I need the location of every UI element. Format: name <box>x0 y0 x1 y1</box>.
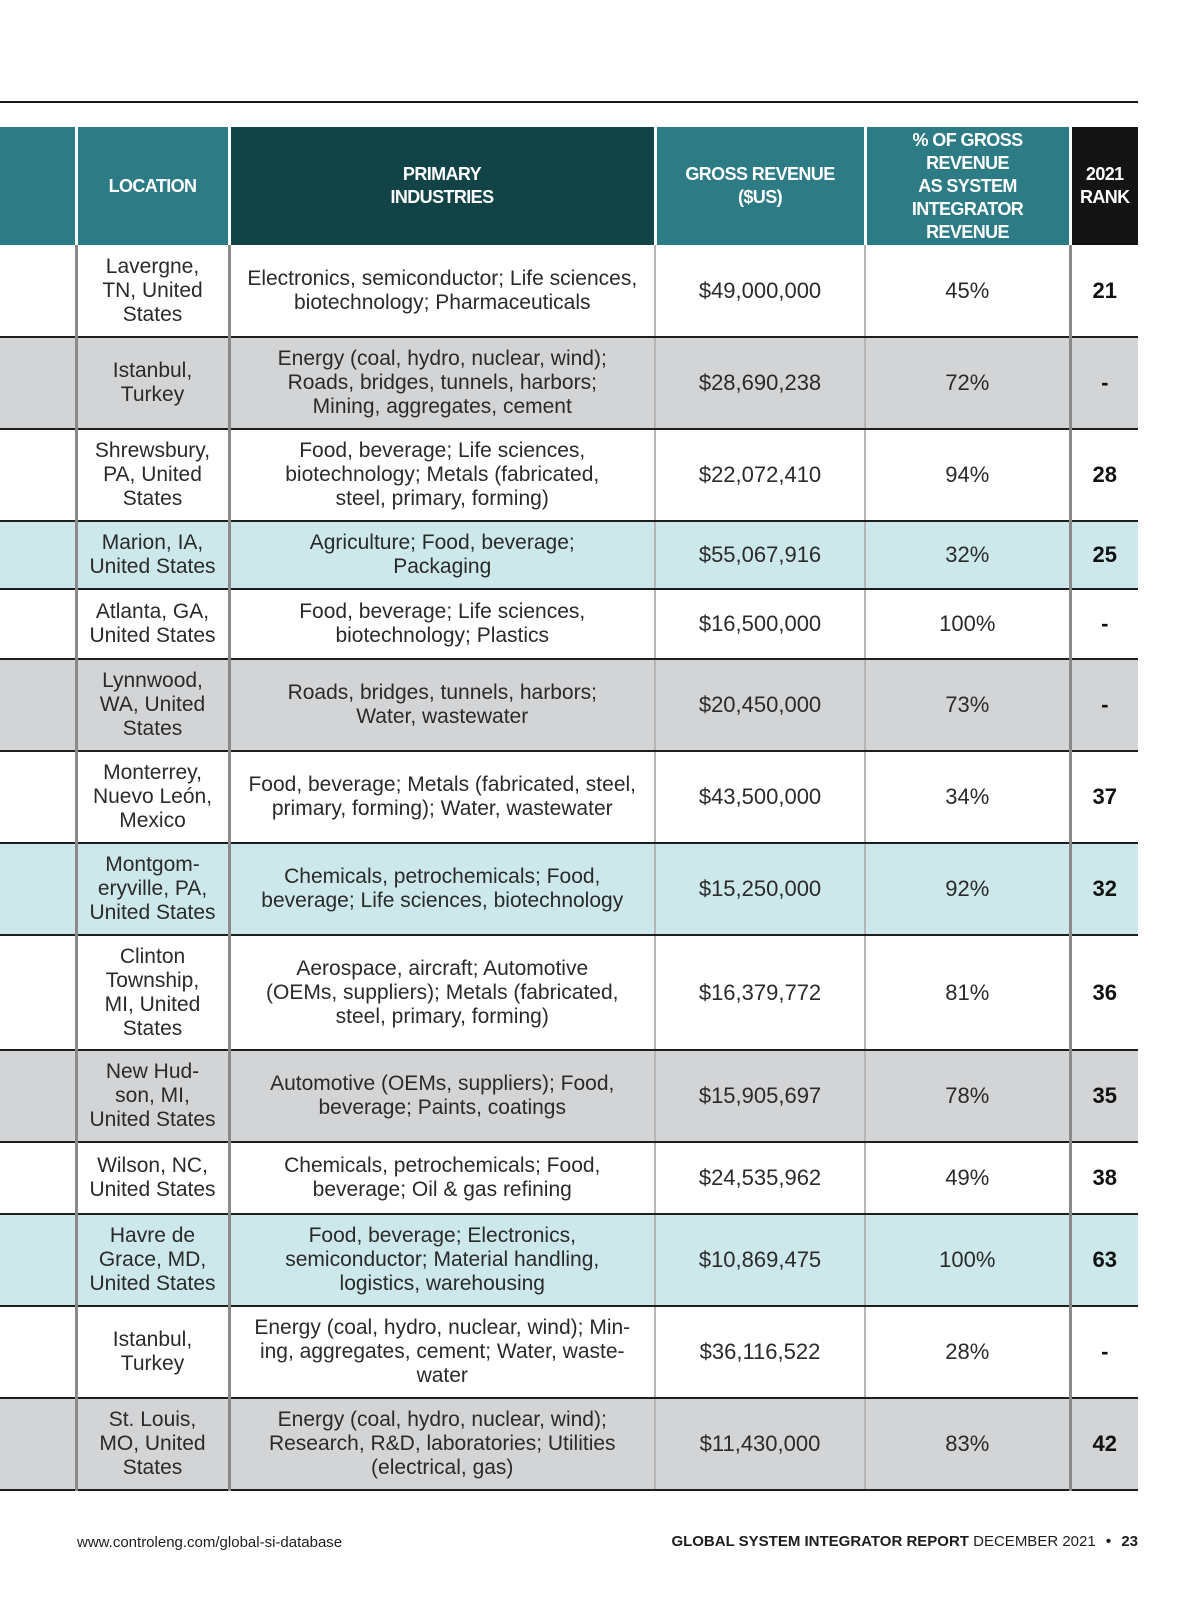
percent-cell: 78% <box>865 1050 1070 1142</box>
revenue-cell: $11,430,000 <box>655 1398 865 1490</box>
revenue-cell: $22,072,410 <box>655 429 865 521</box>
industries-cell: Chemicals, petrochemicals; Food, beverage; Life sciences, biotechnology <box>229 843 655 935</box>
rank-cell: - <box>1070 589 1138 659</box>
industries-cell: Automotive (OEMs, suppliers); Food, beverage; Paints, coatings <box>229 1050 655 1142</box>
header-percent-si-revenue: % OF GROSS REVENUE AS SYSTEM INTEGRATOR REVENUE <box>865 127 1070 245</box>
row-blank-cell <box>0 337 76 429</box>
industries-cell: Roads, bridges, tunnels, harbors; Water, wastewater <box>229 659 655 751</box>
percent-cell: 72% <box>865 337 1070 429</box>
location-cell: Clinton Township, MI, United States <box>76 935 229 1050</box>
rank-cell: 32 <box>1070 843 1138 935</box>
header-rank: 2021 RANK <box>1070 127 1138 245</box>
table-row <box>0 751 1138 843</box>
industries-cell: Energy (coal, hydro, nuclear, wind); Research, R&D, laboratories; Utilities (electrical, gas) <box>229 1398 655 1490</box>
percent-cell: 100% <box>865 1214 1070 1306</box>
footer-report-info <box>671 1533 1138 1550</box>
location-cell: Atlanta, GA, United States <box>76 589 229 659</box>
table-row <box>0 1306 1138 1398</box>
industries-cell: Food, beverage; Life sciences, biotechnology; Plastics <box>229 589 655 659</box>
industries-cell: Energy (coal, hydro, nuclear, wind); Roads, bridges, tunnels, harbors; Mining, aggregates, cement <box>229 337 655 429</box>
rank-cell: - <box>1070 1306 1138 1398</box>
industries-cell: Electronics, semiconductor; Life sciences, biotechnology; Pharmaceuticals <box>229 245 655 337</box>
table-row <box>0 589 1138 659</box>
rank-cell: 42 <box>1070 1398 1138 1490</box>
table-row <box>0 843 1138 935</box>
location-cell: Wilson, NC, United States <box>76 1142 229 1214</box>
percent-cell: 34% <box>865 751 1070 843</box>
industries-cell: Food, beverage; Metals (fabricated, steel, primary, forming); Water, wastewater <box>229 751 655 843</box>
industries-cell: Agriculture; Food, beverage; Packaging <box>229 521 655 589</box>
table-row <box>0 1214 1138 1306</box>
row-blank-cell <box>0 935 76 1050</box>
row-blank-cell <box>0 843 76 935</box>
industries-cell: Energy (coal, hydro, nuclear, wind); Min- ing, aggregates, cement; Water, waste- water <box>229 1306 655 1398</box>
revenue-cell: $10,869,475 <box>655 1214 865 1306</box>
rank-cell: - <box>1070 337 1138 429</box>
rank-cell: 21 <box>1070 245 1138 337</box>
percent-cell: 28% <box>865 1306 1070 1398</box>
header-gross-revenue: GROSS REVENUE ($US) <box>655 127 865 245</box>
revenue-cell: $49,000,000 <box>655 245 865 337</box>
percent-cell: 32% <box>865 521 1070 589</box>
row-blank-cell <box>0 1142 76 1214</box>
table-row <box>0 245 1138 337</box>
footer-date: DECEMBER 2021 <box>973 1533 1096 1550</box>
percent-cell: 73% <box>865 659 1070 751</box>
revenue-cell: $28,690,238 <box>655 337 865 429</box>
percent-cell: 100% <box>865 589 1070 659</box>
percent-cell: 49% <box>865 1142 1070 1214</box>
revenue-cell: $16,379,772 <box>655 935 865 1050</box>
revenue-cell: $15,905,697 <box>655 1050 865 1142</box>
revenue-cell: $36,116,522 <box>655 1306 865 1398</box>
table-row <box>0 1050 1138 1142</box>
percent-cell: 92% <box>865 843 1070 935</box>
percent-cell: 81% <box>865 935 1070 1050</box>
rank-cell: 37 <box>1070 751 1138 843</box>
footer-url[interactable]: www.controleng.com/global-si-database <box>77 1534 343 1551</box>
revenue-cell: $20,450,000 <box>655 659 865 751</box>
table-row <box>0 1398 1138 1490</box>
revenue-cell: $43,500,000 <box>655 751 865 843</box>
rank-cell: 38 <box>1070 1142 1138 1214</box>
table-body <box>0 245 1138 1490</box>
rank-cell: 36 <box>1070 935 1138 1050</box>
row-blank-cell <box>0 659 76 751</box>
rank-cell: 25 <box>1070 521 1138 589</box>
row-blank-cell <box>0 589 76 659</box>
location-cell: Havre de Grace, MD, United States <box>76 1214 229 1306</box>
rank-cell: 28 <box>1070 429 1138 521</box>
revenue-cell: $15,250,000 <box>655 843 865 935</box>
industries-cell: Chemicals, petrochemicals; Food, beverage; Oil & gas refining <box>229 1142 655 1214</box>
table-row <box>0 521 1138 589</box>
rank-cell: 35 <box>1070 1050 1138 1142</box>
percent-cell: 45% <box>865 245 1070 337</box>
footer-report-title: GLOBAL SYSTEM INTEGRATOR REPORT <box>671 1533 969 1550</box>
table-row <box>0 935 1138 1050</box>
location-cell: Lynnwood, WA, United States <box>76 659 229 751</box>
table-row <box>0 429 1138 521</box>
revenue-cell: $55,067,916 <box>655 521 865 589</box>
row-blank-cell <box>0 1050 76 1142</box>
header-primary-industries: PRIMARY INDUSTRIES <box>229 127 655 245</box>
revenue-cell: $16,500,000 <box>655 589 865 659</box>
location-cell: St. Louis, MO, United States <box>76 1398 229 1490</box>
location-cell: Istanbul, Turkey <box>76 337 229 429</box>
system-integrator-table <box>0 127 1138 1491</box>
industries-cell: Food, beverage; Electronics, semiconductor; Material handling, logistics, warehousing <box>229 1214 655 1306</box>
row-blank-cell <box>0 1398 76 1490</box>
rank-cell: - <box>1070 659 1138 751</box>
row-blank-cell <box>0 1214 76 1306</box>
row-blank-cell <box>0 751 76 843</box>
revenue-cell: $24,535,962 <box>655 1142 865 1214</box>
percent-cell: 94% <box>865 429 1070 521</box>
table-row <box>0 659 1138 751</box>
header-location: LOCATION <box>76 127 229 245</box>
location-cell: Shrewsbury, PA, United States <box>76 429 229 521</box>
table-row <box>0 1142 1138 1214</box>
rank-cell: 63 <box>1070 1214 1138 1306</box>
industries-cell: Food, beverage; Life sciences, biotechnology; Metals (fabricated, steel, primary, forming) <box>229 429 655 521</box>
row-blank-cell <box>0 1306 76 1398</box>
page-number: 23 <box>1121 1533 1138 1550</box>
percent-cell: 83% <box>865 1398 1070 1490</box>
row-blank-cell <box>0 521 76 589</box>
location-cell: New Hud- son, MI, United States <box>76 1050 229 1142</box>
top-rule <box>0 101 1138 103</box>
location-cell: Lavergne, TN, United States <box>76 245 229 337</box>
location-cell: Monterrey, Nuevo León, Mexico <box>76 751 229 843</box>
location-cell: Montgom- eryville, PA, United States <box>76 843 229 935</box>
row-blank-cell <box>0 429 76 521</box>
row-blank-cell <box>0 245 76 337</box>
location-cell: Istanbul, Turkey <box>76 1306 229 1398</box>
header-blank <box>0 127 76 245</box>
footer-separator: • <box>1105 1533 1112 1550</box>
location-cell: Marion, IA, United States <box>76 521 229 589</box>
table-row <box>0 337 1138 429</box>
industries-cell: Aerospace, aircraft; Automotive (OEMs, suppliers); Metals (fabricated, steel, primary, forming) <box>229 935 655 1050</box>
header-row <box>0 127 1138 245</box>
